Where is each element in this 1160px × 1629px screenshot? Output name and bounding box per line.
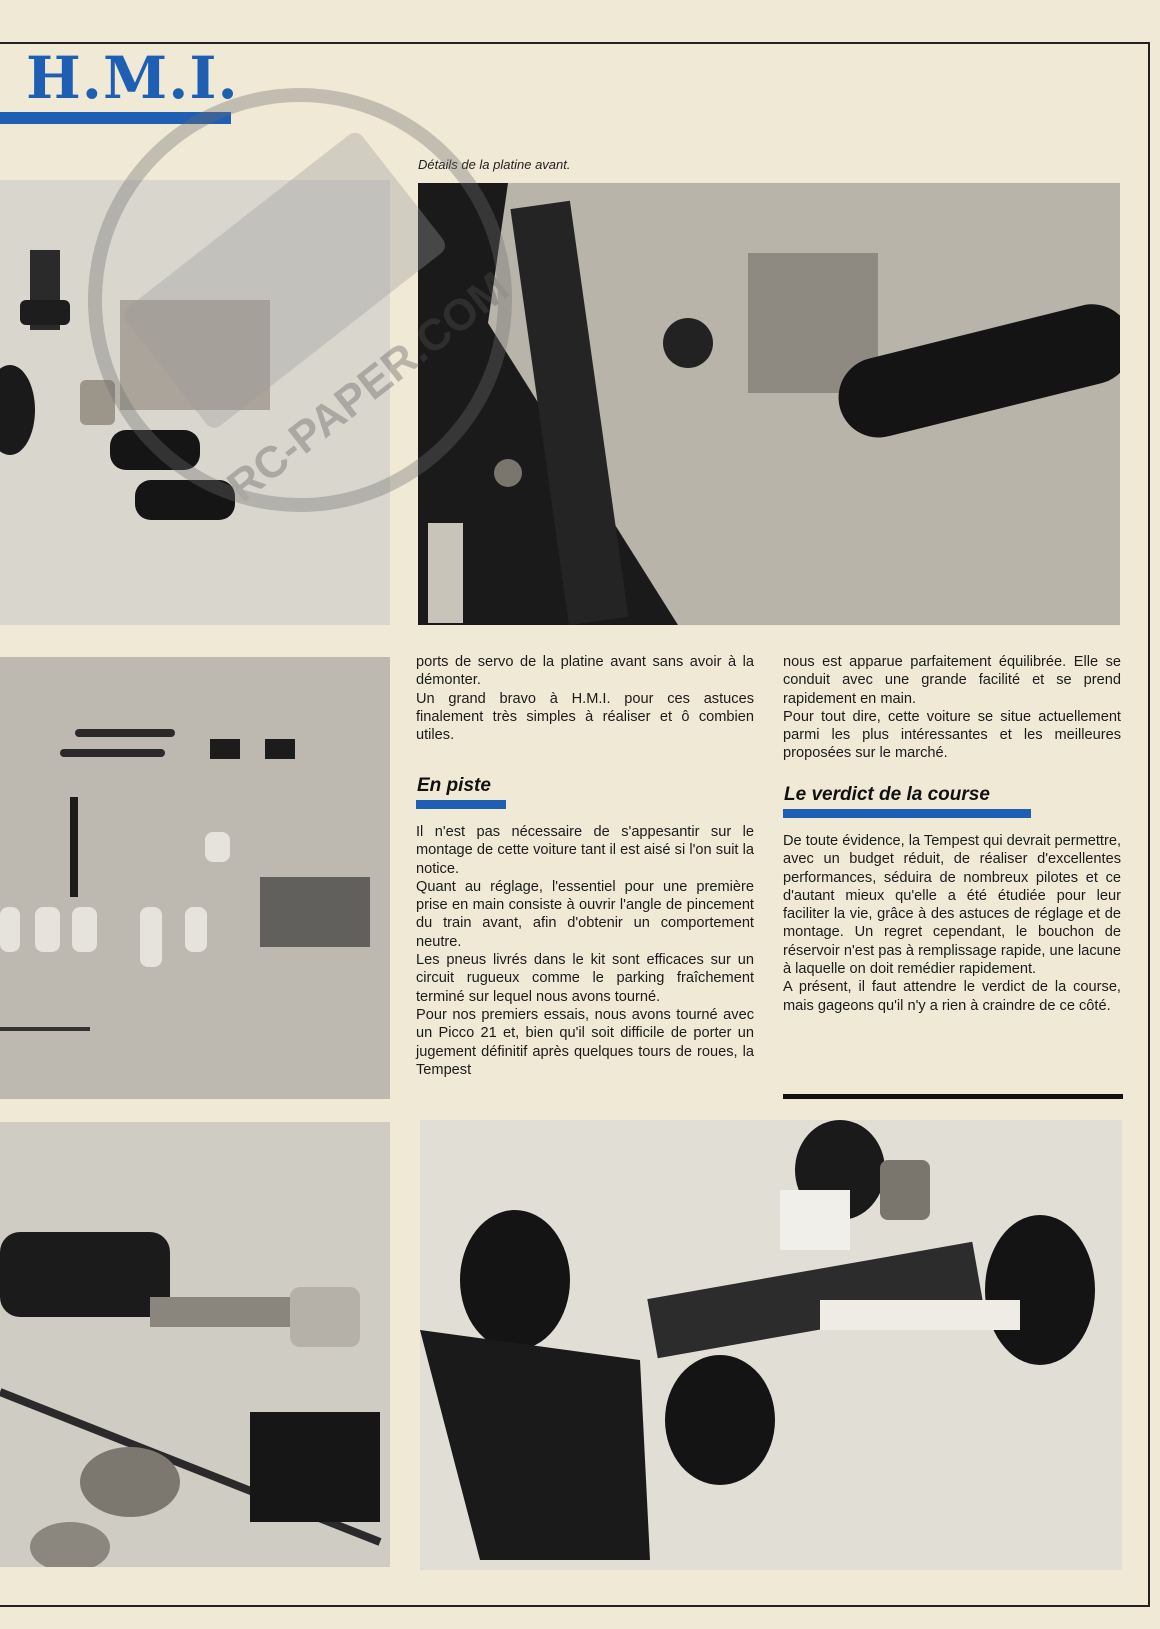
end-rule [783,1094,1123,1099]
heading-en-piste: En piste [417,775,491,796]
paragraph: Pour tout dire, cette voiture se situe actuellement parmi les plus intéressantes et les meilleures proposées sur le marché. [783,708,1121,762]
paragraph: Pour nos premiers essais, nous avons tourné avec un Picco 21 et, bien qu'il soit difficile de porter un jugement définitif après quelques tours de roues, la Tempest [416,1006,754,1078]
paragraph: nous est apparue parfaitement équilibrée. Elle se conduit avec une grande facilité et se prend rapidement en main. [783,654,1121,707]
article-col1-top [416,653,754,744]
paragraph: Quant au réglage, l'essentiel pour une première prise en main consiste à ouvrir l'angle de pincement du train avant, afin d'obtenir un comportement neutre. [416,878,754,950]
photo-servo-linkage [0,1122,390,1567]
paragraph: Un grand bravo à H.M.I. pour ces astuces finalement très simples à réaliser et ô combien utiles. [416,690,754,744]
paragraph: Les pneus livrés dans le kit sont efficaces sur un circuit rugueux comme le parking fraîchement terminé sur lequel nous avons tourné. [416,952,754,1005]
article-col2-top [783,653,1121,763]
article-col1-en-piste [416,823,754,1079]
article-col2-verdict [783,832,1121,1015]
paragraph: A présent, il faut attendre le verdict de la course, mais gageons qu'il n'y a rien à craindre de ce côté. [783,979,1121,1014]
paragraph: De toute évidence, la Tempest qui devrait permettre, avec un budget réduit, de réaliser d'excellentes performances, séduira de nombreux pilotes et ce d'autant mieux qu'elle a été étudiée pour leur faciliter la vie, grâce à des astuces de réglage et de montage. Un regret cependant, le bouchon de réservoir n'est pas à remplissage rapide, une lacune à laquelle on doit remédier rapidement. [783,833,1121,978]
photo-caption: Détails de la platine avant. [418,157,571,172]
watermark [80,80,520,520]
heading-underline [416,800,506,809]
watermark-text: RC-PAPER.COM [218,262,518,512]
photo-small-parts [0,657,390,1099]
heading-underline [783,809,1031,818]
paragraph: ports de servo de la platine avant sans avoir à la démonter. [416,654,754,689]
brand-title: H.M.I. [26,44,239,112]
paragraph: Il n'est pas nécessaire de s'appesantir sur le montage de cette voiture tant il est aisé si l'on suit la notice. [416,824,754,877]
heading-verdict: Le verdict de la course [784,784,990,805]
photo-front-plate [418,183,1120,625]
photo-complete-car [420,1120,1122,1570]
